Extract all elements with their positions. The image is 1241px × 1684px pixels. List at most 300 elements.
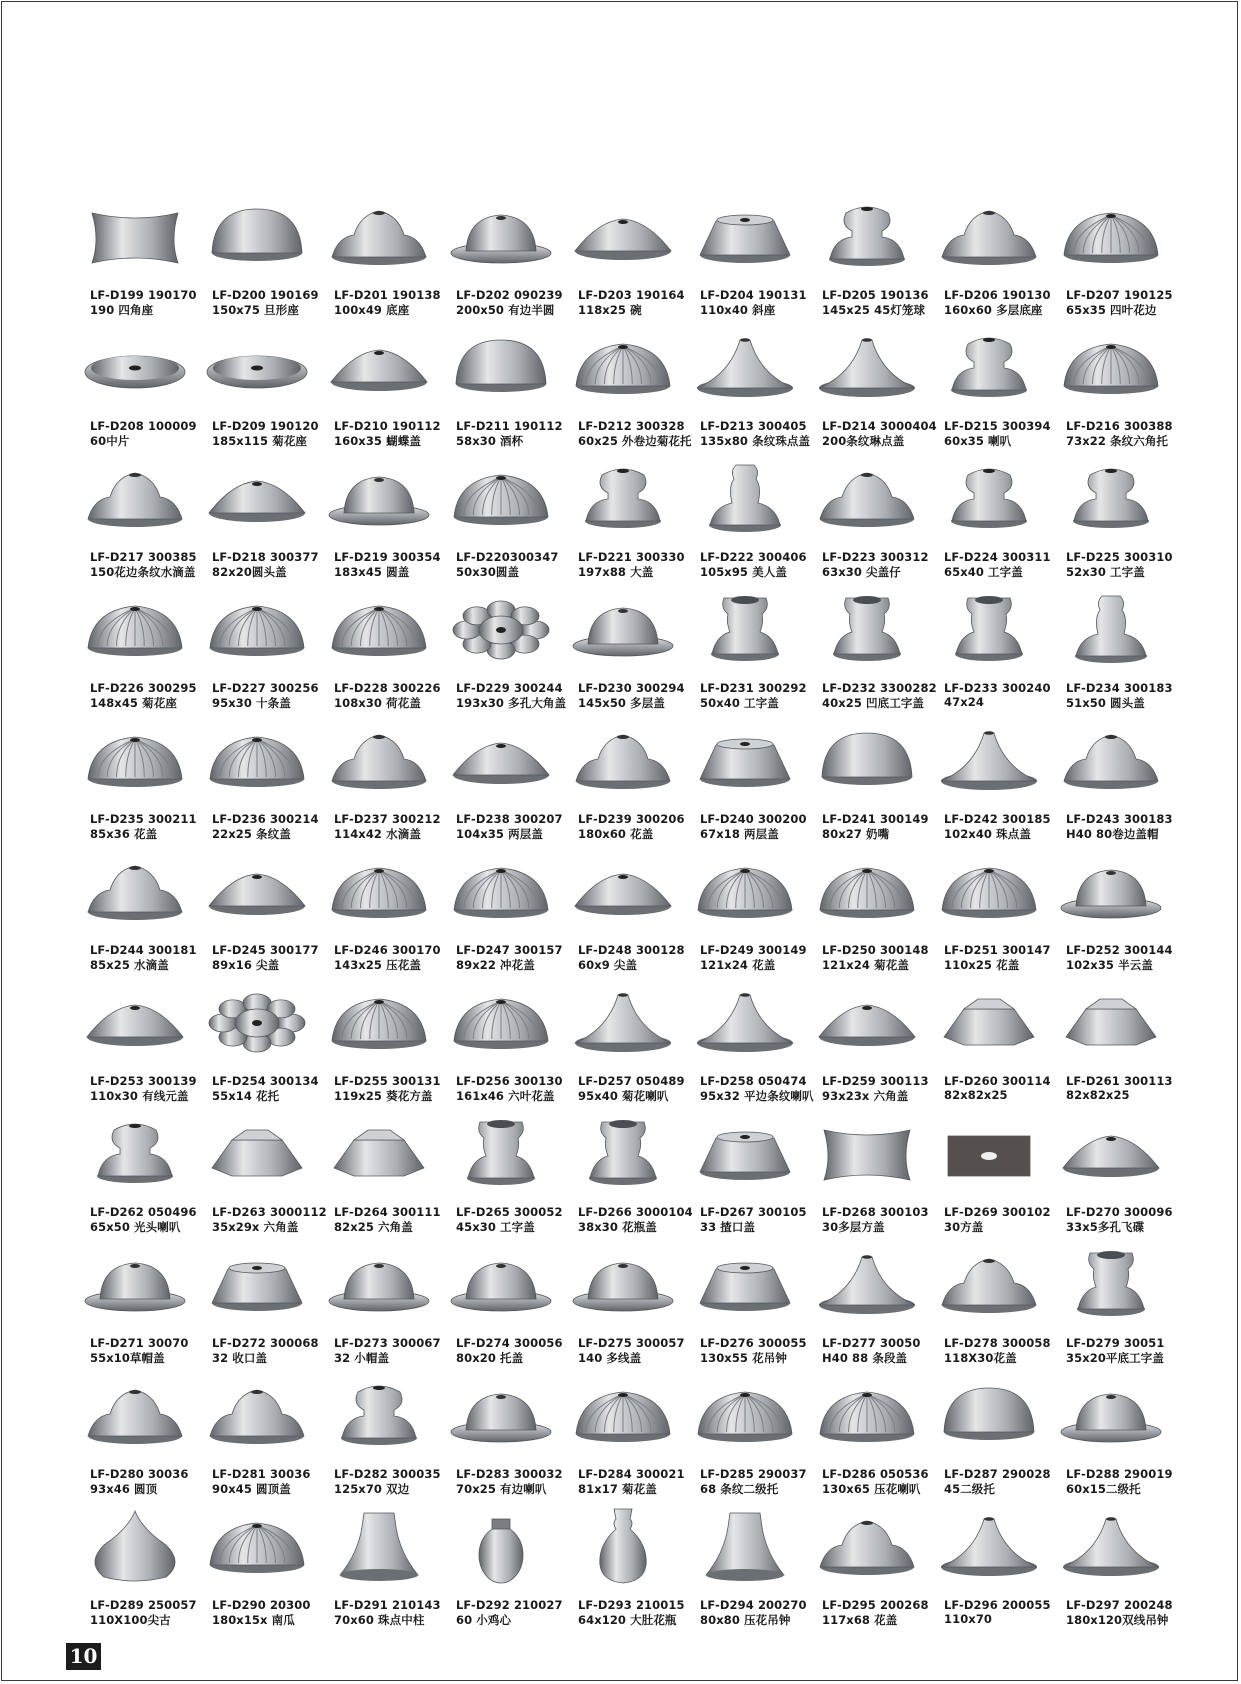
product-code: LF-D240 300200	[700, 812, 807, 826]
product-description: 130x65 压花喇叭	[822, 1482, 921, 1496]
product-item	[324, 850, 446, 981]
product-item	[568, 457, 690, 588]
product-item	[202, 1112, 327, 1243]
product-description: 68 条纹二级托	[700, 1482, 779, 1496]
product-photo	[80, 1374, 190, 1454]
product-code: LF-D275 300057	[578, 1336, 685, 1350]
product-code: LF-D234 300183	[1066, 681, 1173, 695]
product-item	[202, 195, 324, 326]
product-description: 70x60 珠点中柱	[334, 1613, 425, 1627]
product-description: 160x35 蝴蝶盖	[334, 434, 421, 448]
product-code: LF-D297 200248	[1066, 1598, 1173, 1612]
product-photo	[1056, 195, 1166, 275]
product-description: 135x80 条纹珠点盖	[700, 434, 811, 448]
product-photo	[446, 1374, 556, 1454]
product-description: 55x14 花托	[212, 1089, 280, 1103]
product-description: 183x45 圆盖	[334, 565, 410, 579]
product-item	[80, 719, 202, 850]
product-description: 81x17 菊花盖	[578, 1482, 657, 1496]
product-item	[812, 1112, 934, 1243]
product-description: 140 多线盖	[578, 1351, 642, 1365]
product-description: 35x20平底工字盖	[1066, 1351, 1164, 1365]
product-item	[690, 1112, 812, 1243]
product-item	[446, 195, 568, 326]
product-item	[446, 850, 568, 981]
product-code: LF-D215 300394	[944, 419, 1051, 433]
product-item	[324, 1374, 446, 1505]
product-code: LF-D232 3300282	[822, 681, 937, 695]
product-description: 51x50 圆头盖	[1066, 696, 1145, 710]
product-photo	[202, 588, 312, 668]
product-photo	[324, 1505, 434, 1585]
product-code: LF-D290 20300	[212, 1598, 311, 1612]
product-photo	[812, 981, 922, 1061]
product-code: LF-D265 300052	[456, 1205, 563, 1219]
product-item	[80, 1243, 202, 1374]
product-item	[812, 195, 934, 326]
product-code: LF-D228 300226	[334, 681, 441, 695]
product-code: LF-D261 300113	[1066, 1074, 1173, 1088]
product-description: 110x30 有线元盖	[90, 1089, 189, 1103]
product-code: LF-D267 300105	[700, 1205, 807, 1219]
product-photo	[690, 981, 800, 1061]
product-item	[690, 1374, 812, 1505]
product-photo	[690, 1243, 800, 1323]
product-description: 60x35 喇叭	[944, 434, 1012, 448]
product-photo	[202, 1505, 312, 1585]
product-description: 118X30花盖	[944, 1351, 1017, 1365]
product-photo	[934, 1374, 1044, 1454]
product-code: LF-D256 300130	[456, 1074, 563, 1088]
product-photo	[1056, 326, 1166, 406]
product-item	[812, 719, 934, 850]
product-item	[812, 850, 934, 981]
product-description: 85x25 水滴盖	[90, 958, 169, 972]
product-item	[202, 1374, 324, 1505]
product-code: LF-D247 300157	[456, 943, 563, 957]
product-item	[446, 1112, 568, 1243]
product-code: LF-D230 300294	[578, 681, 685, 695]
product-photo	[812, 1112, 922, 1192]
product-item	[446, 1505, 568, 1636]
product-item	[80, 850, 202, 981]
product-code: LF-D266 3000104	[578, 1205, 693, 1219]
product-item	[80, 1374, 202, 1505]
product-code: LF-D244 300181	[90, 943, 197, 957]
product-item	[934, 981, 1056, 1112]
product-photo	[568, 850, 678, 930]
product-code: LF-D254 300134	[212, 1074, 319, 1088]
product-code: LF-D253 300139	[90, 1074, 197, 1088]
product-description: 67x18 两层盖	[700, 827, 779, 841]
product-item	[202, 719, 324, 850]
product-description: 73x22 条纹六角托	[1066, 434, 1169, 448]
product-code: LF-D209 190120	[212, 419, 319, 433]
product-item	[934, 719, 1056, 850]
product-code: LF-D250 300148	[822, 943, 929, 957]
product-code: LF-D278 300058	[944, 1336, 1051, 1350]
product-description: 143x25 压花盖	[334, 958, 421, 972]
product-code: LF-D214 3000404	[822, 419, 937, 433]
product-description: 65x40 工字盖	[944, 565, 1023, 579]
product-code: LF-D210 190112	[334, 419, 441, 433]
product-item	[934, 1374, 1056, 1505]
product-photo	[202, 1112, 312, 1192]
product-description: 80x80 压花吊钟	[700, 1613, 791, 1627]
product-description: 110X100尖古	[90, 1613, 171, 1627]
product-item	[934, 850, 1056, 981]
product-description: 38x30 花瓶盖	[578, 1220, 657, 1234]
product-description: 82x82x25	[1066, 1088, 1130, 1102]
product-code: LF-D212 300328	[578, 419, 685, 433]
product-photo	[934, 850, 1044, 930]
product-description: 121x24 菊花盖	[822, 958, 909, 972]
product-item	[568, 195, 690, 326]
product-item	[1056, 719, 1178, 850]
product-description: 65x50 光头喇叭	[90, 1220, 181, 1234]
product-photo	[934, 1243, 1044, 1323]
product-description: 180x120双线吊钟	[1066, 1613, 1169, 1627]
product-photo	[812, 457, 922, 537]
product-item	[80, 457, 202, 588]
product-description: 95x30 十条盖	[212, 696, 291, 710]
product-photo	[446, 719, 556, 799]
product-item	[202, 457, 324, 588]
product-code: LF-D272 300068	[212, 1336, 319, 1350]
product-photo	[80, 981, 190, 1061]
product-item	[80, 1112, 202, 1243]
product-photo	[446, 195, 556, 275]
product-code: LF-D199 190170	[90, 288, 197, 302]
product-item	[324, 1505, 446, 1636]
product-item	[934, 1505, 1056, 1636]
product-code: LF-D200 190169	[212, 288, 319, 302]
product-photo	[202, 326, 312, 406]
product-description: 40x25 凹底工字盖	[822, 696, 925, 710]
product-item	[80, 1505, 202, 1636]
product-photo	[812, 850, 922, 930]
product-photo	[568, 1374, 678, 1454]
product-photo	[690, 850, 800, 930]
product-item	[80, 981, 202, 1112]
product-description: 80x27 奶嘴	[822, 827, 890, 841]
product-item	[1056, 457, 1178, 588]
product-description: 30多层方盖	[822, 1220, 885, 1234]
product-description: 95x40 菊花喇叭	[578, 1089, 669, 1103]
product-code: LF-D238 300207	[456, 812, 563, 826]
product-photo	[202, 195, 312, 275]
product-photo	[812, 1243, 922, 1323]
product-photo	[568, 981, 678, 1061]
product-code: LF-D213 300405	[700, 419, 807, 433]
product-item	[324, 326, 446, 457]
product-item	[324, 588, 446, 719]
product-code: LF-D231 300292	[700, 681, 807, 695]
product-photo	[446, 850, 556, 930]
product-item	[1056, 1374, 1178, 1505]
product-code: LF-D224 300311	[944, 550, 1051, 564]
product-item	[324, 457, 446, 588]
product-code: LF-D211 190112	[456, 419, 563, 433]
product-code: LF-D203 190164	[578, 288, 685, 302]
product-description: 90x45 圆顶盖	[212, 1482, 291, 1496]
product-description: 118x25 碗	[578, 303, 642, 317]
product-item	[568, 1505, 690, 1636]
product-description: 110x40 斜座	[700, 303, 776, 317]
product-item	[690, 588, 812, 719]
product-description: 114x42 水滴盖	[334, 827, 421, 841]
product-photo	[934, 981, 1044, 1061]
product-item	[202, 588, 324, 719]
product-code: LF-D276 300055	[700, 1336, 807, 1350]
product-code: LF-D227 300256	[212, 681, 319, 695]
product-description: 190 四角座	[90, 303, 154, 317]
product-item	[1056, 981, 1178, 1112]
product-code: LF-D287 290028	[944, 1467, 1051, 1481]
product-item	[934, 195, 1056, 326]
product-code: LF-D277 30050	[822, 1336, 921, 1350]
product-code: LF-D235 300211	[90, 812, 197, 826]
product-photo	[568, 1112, 678, 1192]
product-code: LF-D241 300149	[822, 812, 929, 826]
product-photo	[690, 457, 800, 537]
product-photo	[80, 1505, 190, 1585]
product-description: 50x30圆盖	[456, 565, 520, 579]
product-code: LF-D243 300183	[1066, 812, 1173, 826]
product-item	[934, 1112, 1056, 1243]
product-photo	[1056, 588, 1166, 668]
product-description: 52x30 工字盖	[1066, 565, 1145, 579]
product-item	[568, 1112, 693, 1243]
product-description: 82x25 六角盖	[334, 1220, 413, 1234]
product-photo	[80, 719, 190, 799]
product-description: 60x25 外卷边菊花托	[578, 434, 692, 448]
product-item	[446, 457, 568, 588]
product-code: LF-D225 300310	[1066, 550, 1173, 564]
product-photo	[324, 719, 434, 799]
product-item	[690, 326, 812, 457]
product-code: LF-D252 300144	[1066, 943, 1173, 957]
product-photo	[934, 1505, 1044, 1585]
product-description: 105x95 美人盖	[700, 565, 787, 579]
product-description: 160x60 多层底座	[944, 303, 1043, 317]
product-code: LF-D274 300056	[456, 1336, 563, 1350]
product-item	[324, 195, 446, 326]
product-photo	[1056, 719, 1166, 799]
product-item	[690, 1243, 812, 1374]
product-item	[202, 1505, 324, 1636]
product-code: LF-D226 300295	[90, 681, 197, 695]
product-item	[690, 457, 812, 588]
product-description: H40 80卷边盖帽	[1066, 827, 1159, 841]
product-code: LF-D259 300113	[822, 1074, 929, 1088]
product-photo	[446, 981, 556, 1061]
product-code: LF-D204 190131	[700, 288, 807, 302]
product-photo	[446, 588, 556, 668]
product-description: 193x30 多孔大角盖	[456, 696, 567, 710]
product-item	[202, 981, 324, 1112]
product-code: LF-D285 290037	[700, 1467, 807, 1481]
product-code: LF-D296 200055	[944, 1598, 1051, 1612]
product-photo	[80, 326, 190, 406]
product-code: LF-D221 300330	[578, 550, 685, 564]
product-description: 80x20 托盖	[456, 1351, 524, 1365]
product-photo	[690, 1112, 800, 1192]
product-code: LF-D268 300103	[822, 1205, 929, 1219]
product-item	[202, 1243, 324, 1374]
product-description: 35x29x 六角盖	[212, 1220, 299, 1234]
product-photo	[934, 195, 1044, 275]
product-description: 33 揸口盖	[700, 1220, 756, 1234]
product-photo	[1056, 850, 1166, 930]
product-item	[324, 1112, 446, 1243]
product-description: 150花边条纹水滴盖	[90, 565, 196, 579]
product-code: LF-D207 190125	[1066, 288, 1173, 302]
product-item	[80, 195, 202, 326]
product-description: 110x70	[944, 1612, 993, 1626]
product-code: LF-D202 090239	[456, 288, 563, 302]
product-description: 145x50 多层盖	[578, 696, 665, 710]
product-description: 45二级托	[944, 1482, 996, 1496]
product-item	[568, 1243, 690, 1374]
product-item	[568, 326, 690, 457]
product-description: 102x40 珠点盖	[944, 827, 1031, 841]
product-photo	[324, 981, 434, 1061]
product-photo	[812, 195, 922, 275]
product-description: 180x15x 南瓜	[212, 1613, 295, 1627]
product-item	[812, 1505, 934, 1636]
product-photo	[1056, 1243, 1166, 1323]
product-photo	[324, 1374, 434, 1454]
product-description: 60x15二级托	[1066, 1482, 1141, 1496]
product-description: 200x50 有边半圆	[456, 303, 555, 317]
product-item	[812, 1243, 934, 1374]
product-code: LF-D294 200270	[700, 1598, 807, 1612]
product-description: 100x49 底座	[334, 303, 410, 317]
product-item	[690, 981, 812, 1112]
product-code: LF-D262 050496	[90, 1205, 197, 1219]
product-description: 117x68 花盖	[822, 1613, 898, 1627]
product-item	[1056, 326, 1178, 457]
product-description: 64x120 大肚花瓶	[578, 1613, 677, 1627]
product-photo	[812, 1374, 922, 1454]
product-photo	[80, 588, 190, 668]
product-description: 85x36 花盖	[90, 827, 158, 841]
product-code: LF-D291 210143	[334, 1598, 441, 1612]
product-item	[446, 981, 568, 1112]
product-photo	[80, 195, 190, 275]
product-photo	[934, 719, 1044, 799]
product-code: LF-D284 300021	[578, 1467, 685, 1481]
product-description: 50x40 工字盖	[700, 696, 779, 710]
product-code: LF-D246 300170	[334, 943, 441, 957]
product-description: 161x46 六叶花盖	[456, 1089, 555, 1103]
product-code: LF-D220300347	[456, 550, 559, 564]
product-description: 32 收口盖	[212, 1351, 268, 1365]
product-item	[1056, 1243, 1178, 1374]
product-photo	[1056, 1374, 1166, 1454]
product-code: LF-D219 300354	[334, 550, 441, 564]
product-photo	[934, 457, 1044, 537]
product-code: LF-D217 300385	[90, 550, 197, 564]
product-description: 148x45 菊花座	[90, 696, 177, 710]
product-photo	[324, 850, 434, 930]
product-photo	[324, 457, 434, 537]
product-description: 82x82x25	[944, 1088, 1008, 1102]
product-description: 32 小帽盖	[334, 1351, 390, 1365]
product-item	[812, 588, 937, 719]
product-code: LF-D289 250057	[90, 1598, 197, 1612]
product-photo	[202, 1243, 312, 1323]
product-code: LF-D233 300240	[944, 681, 1051, 695]
product-photo	[690, 195, 800, 275]
product-item	[690, 719, 812, 850]
product-item	[1056, 850, 1178, 981]
product-item	[568, 588, 690, 719]
product-code: LF-D279 30051	[1066, 1336, 1165, 1350]
product-description: 130x55 花吊钟	[700, 1351, 787, 1365]
product-description: 145x25 45灯笼球	[822, 303, 926, 317]
product-code: LF-D282 300035	[334, 1467, 441, 1481]
product-code: LF-D248 300128	[578, 943, 685, 957]
page-number: 10	[66, 1643, 101, 1670]
product-photo	[202, 981, 312, 1061]
product-photo	[202, 457, 312, 537]
product-photo	[934, 326, 1044, 406]
product-item	[324, 981, 446, 1112]
product-description: H40 88 条段盖	[822, 1351, 908, 1365]
product-item	[934, 457, 1056, 588]
product-photo	[80, 1112, 190, 1192]
product-photo	[202, 850, 312, 930]
product-description: 22x25 条纹盖	[212, 827, 291, 841]
product-grid	[80, 195, 1220, 1636]
product-photo	[568, 1505, 678, 1585]
product-description: 93x23x 六角盖	[822, 1089, 909, 1103]
product-code: LF-D273 300067	[334, 1336, 441, 1350]
product-photo	[202, 719, 312, 799]
product-code: LF-D293 210015	[578, 1598, 685, 1612]
product-photo	[812, 588, 922, 668]
product-description: 89x22 冲花盖	[456, 958, 535, 972]
product-description: 200条纹琳点盖	[822, 434, 905, 448]
product-item	[934, 1243, 1056, 1374]
product-item	[80, 588, 202, 719]
product-description: 55x10草帽盖	[90, 1351, 165, 1365]
product-photo	[812, 1505, 922, 1585]
product-code: LF-D292 210027	[456, 1598, 563, 1612]
product-photo	[690, 1374, 800, 1454]
product-item	[446, 1374, 568, 1505]
product-photo	[202, 1374, 312, 1454]
product-code: LF-D206 190130	[944, 288, 1051, 302]
product-description: 104x35 两层盖	[456, 827, 543, 841]
product-item	[812, 326, 937, 457]
product-code: LF-D258 050474	[700, 1074, 807, 1088]
product-item	[446, 1243, 568, 1374]
product-description: 33x5多孔飞碟	[1066, 1220, 1145, 1234]
product-item	[934, 588, 1056, 719]
product-photo	[568, 588, 678, 668]
product-code: LF-D222 300406	[700, 550, 807, 564]
product-item	[690, 850, 812, 981]
product-photo	[690, 326, 800, 406]
product-item	[568, 719, 690, 850]
product-description: 30方盖	[944, 1220, 984, 1234]
product-code: LF-D245 300177	[212, 943, 319, 957]
product-photo	[812, 719, 922, 799]
product-code: LF-D263 3000112	[212, 1205, 327, 1219]
